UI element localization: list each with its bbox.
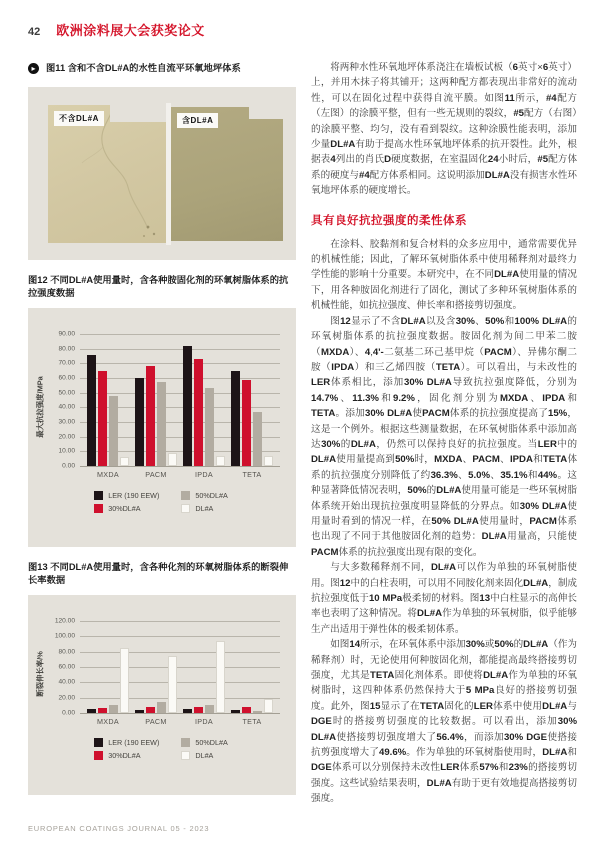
bar-ipda <box>216 456 225 466</box>
bar-mxda <box>109 396 118 466</box>
y-axis-tick: 100.00 <box>54 632 75 640</box>
section-heading: 具有良好抗拉强度的柔性体系 <box>311 214 467 227</box>
bar-mxda <box>120 648 129 713</box>
bar-group-pacm <box>135 656 177 714</box>
legend-item <box>94 738 159 747</box>
y-axis-tick: 0.00 <box>62 709 75 717</box>
bar-ipda <box>205 388 214 466</box>
x-axis-tick: PACM <box>145 717 167 726</box>
y-axis-tick: 70.00 <box>58 359 75 367</box>
bar-mxda <box>109 705 118 713</box>
bar-group-teta <box>231 699 273 713</box>
paragraph: 与大多数稀释剂不同，DL#A可以作为单独的环氧树脂使用。图12中的白柱表明，可以用不同胺化剂来固化DL#A，制成抗拉强度低于10 MPa极柔韧的材料。图13中白柱显示的高伸长率也表明了这种情况。将DL#A作为单独的环氧树脂，似乎能够生产出适用于弹性体的极柔韧体系。 <box>311 562 578 635</box>
figure12-bar-chart <box>28 308 296 547</box>
y-axis-label: 最大抗拉强度/MPa <box>35 375 45 438</box>
bar-pacm <box>135 710 144 713</box>
legend-label: 50%DL#A <box>195 738 228 747</box>
bar-pacm <box>135 378 144 466</box>
legend-swatch <box>181 504 190 513</box>
y-axis-tick: 0.00 <box>62 462 75 470</box>
legend-swatch <box>94 504 103 513</box>
x-axis-tick: TETA <box>242 470 262 479</box>
x-axis-tick: TETA <box>242 717 262 726</box>
page-title: 欧洲涂料展大会获奖论文 <box>56 23 205 38</box>
bar-pacm <box>168 656 177 714</box>
bar-teta <box>264 699 273 713</box>
bar-pacm <box>168 453 177 466</box>
legend-item <box>94 504 159 513</box>
legend-swatch <box>181 738 190 747</box>
x-axis-labels <box>80 470 280 479</box>
figure12-caption: 图12 不同DL#A使用量时，含各种胺固化剂的环氧树脂体系的抗拉强度数据 <box>28 275 289 298</box>
bar-group-mxda <box>87 648 129 713</box>
bar-ipda <box>183 709 192 713</box>
bar-groups <box>80 334 280 466</box>
x-axis-labels <box>80 717 280 726</box>
legend-label: 30%DL#A <box>108 751 141 760</box>
x-axis-tick: IPDA <box>195 470 213 479</box>
bar-mxda <box>120 457 129 466</box>
x-axis-tick: MXDA <box>97 470 119 479</box>
photo-notch <box>110 105 166 122</box>
photo-with-dla <box>171 107 283 241</box>
legend-item <box>94 751 159 760</box>
label-with-dla: 含DL#A <box>177 113 218 128</box>
left-column <box>28 62 296 809</box>
paragraph: 在涂料、胶黏剂和复合材料的众多应用中，通常需要优异的机械性能；因此，了解环氧树脂体系中使用稀释剂对最终力学性能的影响十分重要。本研究中，在不同DL#A使用量的情况下，用各种胺固化剂进行了固化，测试了多种环氧树脂体系的机械性能，如抗拉强度、伸长率和搭接剪切强度。 <box>311 238 578 312</box>
legend-swatch <box>181 751 190 760</box>
bar-teta <box>253 711 262 713</box>
bar-mxda <box>98 371 107 466</box>
legend-swatch <box>181 491 190 500</box>
legend-label: LER (190 EEW) <box>108 738 160 747</box>
gridline <box>80 466 280 467</box>
paragraph: 将两种水性环氧地坪体系浇注在墙板试板（6英寸×6英寸）上，并用木抹子将其铺开；这两种配方都表现出非常好的流动性，可以在固化过程中获得自流平膜。如图11所示，#4配方（左图）的涂膜平整，但有一些无规则的裂纹，#5配方（右图）的涂膜平整、均匀，没有看到裂纹。这种涂膜性能表明，添加少量DL#A有助于提高水性环氧地坪体系的抗开裂性。此外，根据表4列出的肖氏D硬度数据，在室温固化24小时后，#5配方体系的硬度与#4配方体系相同。这说明添加DL#A没有损害水性环氧地坪体系的硬度增长。 <box>311 62 578 197</box>
bar-pacm <box>146 707 155 713</box>
figure13-bar-chart <box>28 595 296 795</box>
y-axis-tick: 80.00 <box>58 648 75 656</box>
bar-teta <box>231 710 240 713</box>
bar-ipda <box>205 705 214 713</box>
right-column <box>311 60 577 807</box>
bar-group-ipda <box>183 641 225 713</box>
legend-item <box>94 491 159 500</box>
bar-ipda <box>194 707 203 713</box>
photo-notch <box>249 107 283 119</box>
y-axis-tick: 30.00 <box>58 418 75 426</box>
bar-ipda <box>216 641 225 713</box>
paragraph: 如图14所示，在环氧体系中添加30%或50%的DL#A（作为稀释剂）时，无论使用何种胺固化剂，都能提高最终搭接剪切强度，尤其是TETA固化剂体系。即使将DL#A作为单独的环氧树脂时，这四种体系仍然保持大于5 MPa良好的搭接剪切强度。此外，图15显示了在TETA固化的LER体系中使用DL#A与DGE时的搭接剪切强度的比较数据。可以看出，添加30% DL#A使搭接剪切强度增大了56.4%，而添加30% DGE使搭接抗剪强度增大了49.6%。作为单独的环氧树脂使用时，DL#A和DGE体系可以分别保持未改性LER体系57%和23%的搭接剪切强度。这些试验结果表明，DL#A有助于更有效地提高搭接剪切强度。 <box>311 639 578 805</box>
bar-group-ipda <box>183 346 225 466</box>
chart-plot-area <box>58 330 280 470</box>
y-axis-tick: 20.00 <box>58 694 75 702</box>
footer-text: EUROPEAN COATINGS JOURNAL 05 - 2023 <box>28 824 210 833</box>
bar-teta <box>253 412 262 466</box>
bar-teta <box>231 371 240 466</box>
legend-label: DL#A <box>195 504 214 513</box>
legend-label: 30%DL#A <box>108 504 141 513</box>
figure11-photos <box>28 87 296 260</box>
figure11-caption: 图11 含和不含DL#A的水性自流平环氧地坪体系 <box>46 63 241 73</box>
bar-groups <box>80 621 280 713</box>
x-axis-tick: MXDA <box>97 717 119 726</box>
page-header <box>28 20 205 39</box>
y-axis-tick: 120.00 <box>54 617 75 625</box>
bar-teta <box>264 456 273 466</box>
arrow-bullet-icon: ▸ <box>28 63 39 74</box>
y-axis-tick: 60.00 <box>58 374 75 382</box>
legend-swatch <box>94 738 103 747</box>
legend-label: 50%DL#A <box>195 491 228 500</box>
bar-pacm <box>157 382 166 466</box>
y-axis-tick: 20.00 <box>58 433 75 441</box>
photo-without-dla <box>48 105 166 243</box>
chart-plot-area <box>54 617 280 717</box>
bar-group-mxda <box>87 355 129 466</box>
bar-group-teta <box>231 371 273 466</box>
legend-swatch <box>94 491 103 500</box>
bar-teta <box>242 707 251 713</box>
legend-item <box>181 738 227 747</box>
x-axis-tick: IPDA <box>195 717 213 726</box>
legend-label: LER (190 EEW) <box>108 491 160 500</box>
legend-item <box>181 504 227 513</box>
bar-mxda <box>87 709 96 713</box>
y-axis-label: 断裂伸长率/% <box>35 650 45 697</box>
y-axis-tick: 60.00 <box>58 663 75 671</box>
bar-ipda <box>194 359 203 466</box>
gridline <box>80 713 280 714</box>
bar-mxda <box>98 708 107 713</box>
figure11-caption-row <box>28 62 296 75</box>
bar-ipda <box>183 346 192 466</box>
legend-label: DL#A <box>195 751 214 760</box>
y-axis-tick: 50.00 <box>58 389 75 397</box>
paragraph: 图12显示了不含DL#A以及含30%、50%和100% DL#A的环氧树脂体系的抗拉强度数据。胺固化剂为间二甲苯二胺（MXDA）、4,4'-二氨基二环己基甲烷（PACM）、异佛尔酮二胺（IPDA）和三乙烯四胺（TETA）。可以看出，与未改性的LER体系相比，添加30% DL#A导致抗拉强度降低，分别为14.7%、11.3%和9.2%，固化剂分别为MXDA、IPDA和TETA。添加30% DL#A使PACM体系的抗拉强度提高了15%，这是一个例外。根据这些测量数据，在环氧树脂体系中添加高达30%的DL#A，仍然可以保持良好的抗拉强度。当LER中的DL#A使用量提高到50%时，MXDA、PACM、IPDA和TETA体系的抗拉强度分别降低了约36.3%、5.0%、35.1%和44%。这种显著降低情况表明，50%的DL#A使用量可能是一些环氧树脂体系统开始出现抗拉强度明显降低的分界点。如30% DL#A使用量时看到的情况一样，在50% DL#A使用量时，PACM体系也出现了不同于其他胺固化剂的趋势：DL#A用量高，只能使PACM体系的抗拉强度出现有限的变化。 <box>311 315 578 558</box>
label-without-dla: 不含DL#A <box>54 111 104 126</box>
bar-pacm <box>146 366 155 466</box>
chart-legend <box>94 491 228 513</box>
y-axis-tick: 40.00 <box>58 678 75 686</box>
y-axis-tick: 90.00 <box>58 330 75 338</box>
page-number: 42 <box>28 26 41 38</box>
legend-swatch <box>94 751 103 760</box>
legend-item <box>181 751 227 760</box>
y-axis-tick: 40.00 <box>58 403 75 411</box>
chart-legend <box>94 738 228 760</box>
x-axis-tick: PACM <box>145 470 167 479</box>
bar-mxda <box>87 355 96 466</box>
y-axis-tick: 80.00 <box>58 345 75 353</box>
legend-item <box>181 491 227 500</box>
bar-group-pacm <box>135 366 177 466</box>
figure13-caption: 图13 不同DL#A使用量时，含各种化剂的环氧树脂体系的断裂伸长率数据 <box>28 562 289 585</box>
bar-teta <box>242 380 251 466</box>
bar-pacm <box>157 702 166 714</box>
y-axis-tick: 10.00 <box>58 447 75 455</box>
